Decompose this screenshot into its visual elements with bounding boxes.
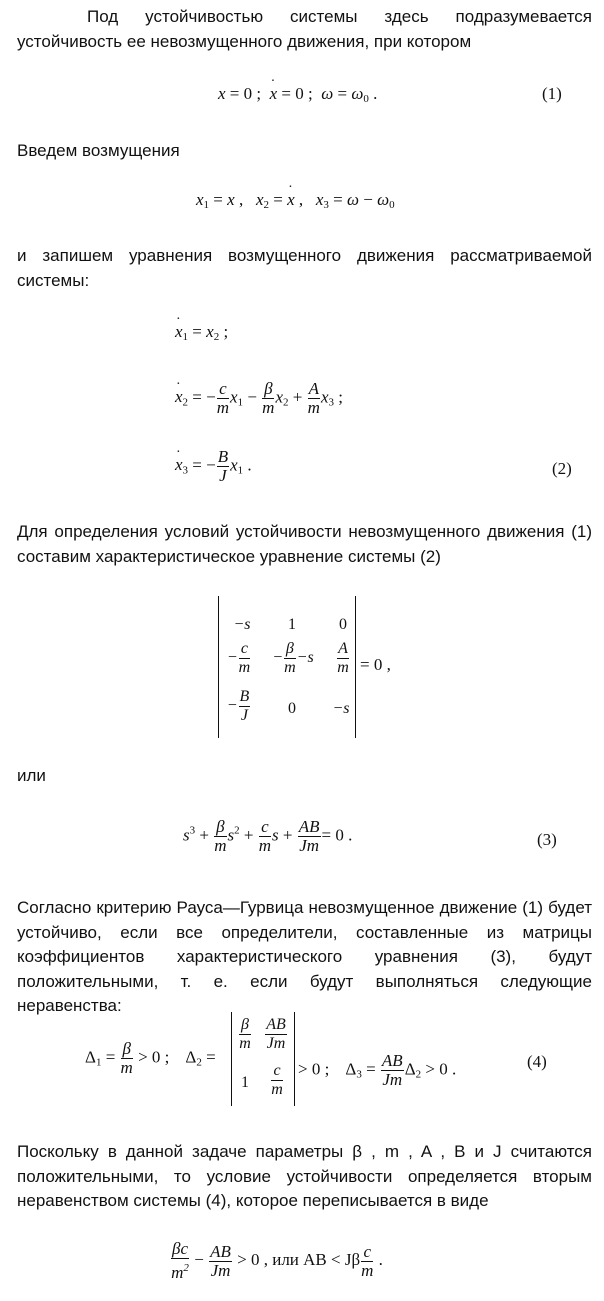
paragraph-routh-hurwitz: Согласно критерию Рауса—Гурвица невозмущенное движение (1) будет устойчиво, если все определители, составленные из матрицы коэффициентов характеристического уравнения (3), будут положительными, т. е. если будут выполняться следующие неравенства: [17, 898, 592, 1015]
det-cell: −s [233, 616, 251, 633]
det-cell: −s [332, 700, 350, 717]
paragraph-conclusion: Поскольку в данной задаче параметры β , m , A , B и J считаются положительными, то условие устойчивости определяется вторым неравенством системы (4), которое переписывается в виде [17, 1142, 592, 1210]
det-cell: 1 [288, 616, 296, 633]
det-cell: 0 [288, 700, 296, 717]
paragraph-or: или [17, 766, 46, 785]
equation-5: $\frac{\beta c}{m^2}$ − $\frac{AB}{Jm}$ > 0 , или AB < Jβ $\frac{c}{m}$ . [171, 1239, 383, 1282]
delta2-determinant: $\frac{\beta}{m}$ $\frac{AB}{Jm}$ 1 $\frac{c}{m}$ [231, 1012, 295, 1106]
equation-2-line-3: $x \cdot_3$ = − $\frac{B}{J}$ $x_1$ . [175, 448, 252, 485]
paragraph-characteristic: Для определения условий устойчивости невозмущенного движения (1) составим характеристическое уравнение системы (2) [17, 522, 592, 566]
equation-4-delta3: > 0 ; $\Delta_3$ = $\frac{AB}{Jm}$ $\Delta_2 > 0$ . [298, 1051, 457, 1089]
equation-3-number: (3) [537, 830, 557, 849]
equation-2-line-2: $x \cdot_2$ = − $\frac{c}{m}$ $x_1$ − $\frac{\beta}{m}$ $x_2$ + $\frac{A}{m}$ $x_3$ ; [175, 380, 343, 417]
det-cell: 0 [339, 616, 347, 633]
paragraph-perturbations: Введем возмущения [17, 141, 180, 160]
characteristic-determinant: −s 1 0 − $\frac{c}{m}$ − $\frac{\beta}{m}$ −s $\frac{A}{m}$ − $\frac{B}{J}$ 0 −s [218, 596, 356, 738]
det-cell: 1 [241, 1074, 249, 1091]
paragraph-intro: Под устойчивостью системы здесь подразумевается устойчивость ее невозмущенного движения, при котором [17, 7, 592, 51]
perturbation-definitions: $x_1 = x$ , $x_2 = x$ · , $x_3 = \omega - \omega_0$ [196, 190, 395, 211]
equation-3: $s^3$ + $\frac{\beta}{m}$ $s^2$ + $\frac{c}{m}$ s + $\frac{AB}{Jm}$ = 0 . [183, 817, 353, 855]
equation-1-number: (1) [542, 84, 562, 103]
paragraph-perturbed-motion: и запишем уравнения возмущенного движения рассматриваемой системы: [17, 246, 592, 290]
determinant-equals: = 0 , [360, 655, 391, 674]
equation-4-delta1: $\Delta_1$ = $\frac{\beta}{m}$ > 0 ; $\Delta_2$ = [85, 1039, 216, 1077]
equation-2-line-1: $x \cdot_1 = x_2$ ; [175, 322, 228, 343]
equation-1: x = 0 ; x · = 0 ; $\omega = \omega_0$ . [218, 84, 377, 105]
equation-4-number: (4) [527, 1052, 547, 1071]
equation-2-number: (2) [552, 459, 572, 478]
